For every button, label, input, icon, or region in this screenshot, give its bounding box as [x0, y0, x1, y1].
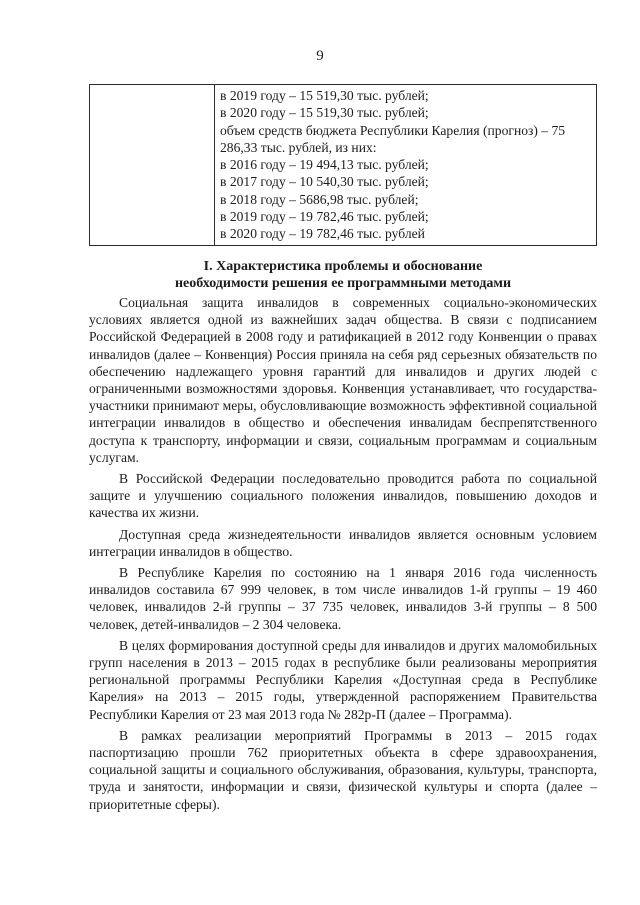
budget-line: в 2019 году – 15 519,30 тыс. рублей; — [220, 88, 429, 103]
paragraph: В рамках реализации мероприятий Программы в 2013 – 2015 годах паспортизацию прошли 762 приоритетных объекта в сфере здравоохранения, социальной защиты и социального обслуживания, образования, культуры, транспорта, труда и занятости, информации и связи, физической культуры и спорта (далее – приоритетные сферы). — [89, 727, 597, 812]
paragraph: В Российской Федерации последовательно проводится работа по социальной защите и улучшению социального положения инвалидов, повышению доходов и качества их жизни. — [89, 471, 597, 521]
section-heading-line-2: необходимости решения ее программными методами — [174, 276, 512, 291]
budget-line: в 2019 году – 19 782,46 тыс. рублей; — [220, 209, 429, 225]
table-cell-empty — [90, 85, 215, 246]
table-cell-budget — [215, 85, 597, 246]
paragraph: Социальная защита инвалидов в современных социально-экономических условиях является одной из важнейших задач общества. В связи с подписанием Российской Федерацией в 2008 году и ратификацией в 2012 году Конвенции о правах инвалидов (далее – Конвенция) Россия приняла на себя ряд серьезных обязательств по обеспечению надлежащего уровня гарантий для инвалидов и других людей с ограниченными возможностями здоровья. Конвенция устанавливает, что государства-участники принимают меры, обусловливающие возможность эффективной социальной интеграции инвалидов в общество и обеспечения инвалидам беспрепятственного доступа к транспорту, информации и связи, социальным программам и социальным услугам. — [89, 295, 597, 465]
budget-line: в 2016 году – 19 494,13 тыс. рублей; — [220, 157, 429, 173]
body-text — [89, 294, 597, 817]
paragraph: В Республике Карелия по состоянию на 1 января 2016 года численность инвалидов составила 67 999 человек, в том числе инвалидов 1-й группы – 19 460 человек, инвалидов 2-й группы – 37 735 человек, инвалидов 3-й группы – 8 500 человек, детей-инвалидов – 2 304 человека. — [89, 565, 597, 632]
paragraph: В целях формирования доступной среды для инвалидов и других маломобильных групп населения в 2013 – 2015 годах в республике были реализованы мероприятия региональной программы Республики Карелия «Доступная среда в Республике Карелия» на 2013 – 2015 годы, утвержденной распоряжением Правительства Республики Карелия от 23 мая 2013 года № 282р-П (далее – Программа). — [89, 637, 597, 722]
budget-line: в 2020 году – 15 519,30 тыс. рублей; — [220, 105, 429, 121]
paragraph: Доступная среда жизнедеятельности инвалидов является основным условием интеграции инвалидов в общество. — [89, 526, 597, 559]
table-row — [90, 85, 597, 246]
budget-line: в 2017 году – 10 540,30 тыс. рублей; — [220, 174, 429, 190]
page-number: 9 — [316, 48, 324, 64]
section-heading-line-1: I. Характеристика проблемы и обоснование — [203, 259, 483, 274]
budget-line: в 2018 году – 5686,98 тыс. рублей; — [220, 191, 419, 207]
budget-table — [89, 84, 597, 246]
budget-line: в 2020 году – 19 782,46 тыс. рублей — [220, 226, 425, 242]
budget-line: объем средств бюджета Республики Карелия (прогноз) – 75 286,33 тыс. рублей, из них: — [220, 122, 566, 155]
